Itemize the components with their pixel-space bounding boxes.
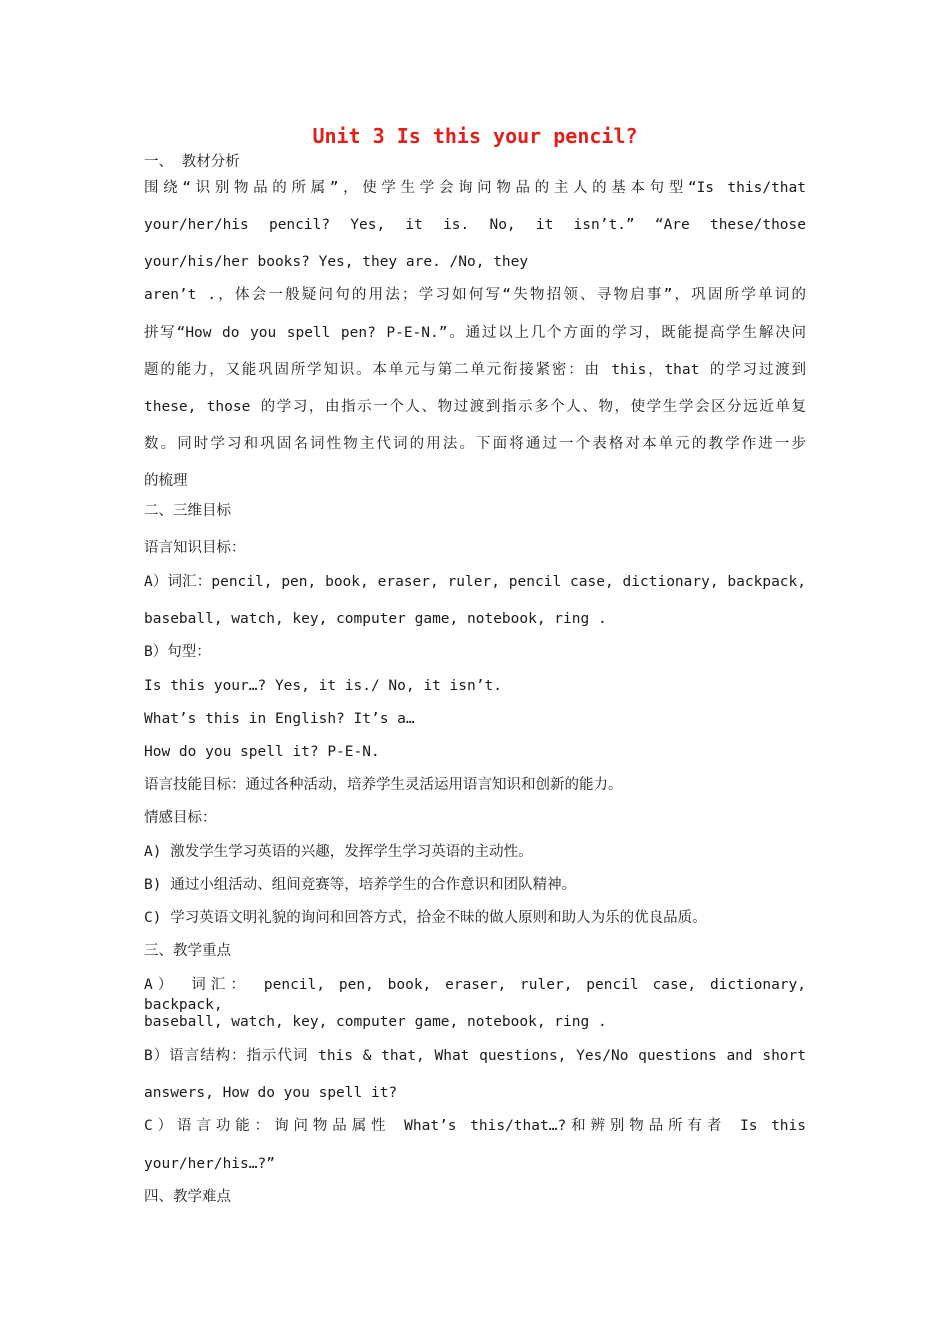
text-line-pattern-1: Is this your…? Yes, it is./ No, it isn’t. <box>144 678 502 694</box>
text-line-a-vocab-l1: A）词汇：pencil, pen, book, eraser, ruler, pencil case, dictionary, backpack, <box>144 574 806 590</box>
text-line-focus-a-l1: A） 词汇： pencil, pen, book, eraser, ruler, pencil case, dictionary, backpack, <box>144 977 806 1013</box>
text-line-a-vocab-l2: baseball, watch, key, computer game, notebook, ring . <box>144 611 607 627</box>
text-line-lang-knowledge: 语言知识目标： <box>144 540 246 556</box>
text-line-emotion-a: A) 激发学生学习英语的兴趣，发挥学生学习英语的主动性。 <box>144 844 533 860</box>
text-line-p1-l3: your/his/her books? Yes, they are. /No, they <box>144 254 529 270</box>
text-line-p1-l5: 拼写“How do you spell pen? P-E-N.”。通过以上几个方面的学习，既能提高学生解决问 <box>144 325 806 341</box>
text-line-p1-l7: these, those 的学习，由指示一个人、物过渡到指示多个人、物，使学生学会区分远近单复 <box>144 399 806 415</box>
text-line-sec4-heading: 四、教学难点 <box>144 1189 231 1205</box>
text-line-focus-b-l2: answers, How do you spell it? <box>144 1085 398 1101</box>
text-line-pattern-3: How do you spell it? P-E-N. <box>144 744 380 760</box>
text-line-p1-l1: 围绕“识别物品的所属”，使学生学会询问物品的主人的基本句型“Is this/that <box>144 180 806 196</box>
text-line-sec3-heading: 三、教学重点 <box>144 943 231 959</box>
text-line-lang-skill: 语言技能目标：通过各种活动，培养学生灵活运用语言知识和创新的能力。 <box>144 777 623 793</box>
text-line-pattern-2: What’s this in English? It’s a… <box>144 711 415 727</box>
text-line-focus-c-l1: C）语言功能：询问物品属性 What’s this/that…?和辨别物品所有者 Is this <box>144 1118 806 1134</box>
text-line-sec1-heading: 一、 教材分析 <box>144 154 240 170</box>
text-line-emotion-c: C) 学习英语文明礼貌的询问和回答方式，拾金不昧的做人原则和助人为乐的优良品质。 <box>144 910 707 926</box>
text-line-focus-a-l2: baseball, watch, key, computer game, notebook, ring . <box>144 1014 607 1030</box>
text-line-p1-l9: 的梳理 <box>144 473 188 489</box>
text-line-focus-c-l2: your/her/his…?” <box>144 1156 275 1172</box>
text-line-p1-l6: 题的能力，又能巩固所学知识。本单元与第二单元衔接紧密：由 this，that 的学习过渡到 <box>144 362 806 378</box>
document-title: Unit 3 Is this your pencil? <box>312 124 638 148</box>
text-line-p1-l2: your/her/his pencil? Yes, it is. No, it isn’t.” “Are these/those <box>144 217 806 233</box>
text-line-focus-b-l1: B）语言结构：指示代词 this & that, What questions, Yes/No questions and short <box>144 1048 806 1064</box>
text-line-emotion: 情感目标： <box>144 810 217 826</box>
text-line-emotion-b: B) 通过小组活动、组间竞赛等，培养学生的合作意识和团队精神。 <box>144 877 577 893</box>
text-line-p1-l4: aren’t .，体会一般疑问句的用法；学习如何写“失物招领、寻物启事”，巩固所学单词的 <box>144 287 806 303</box>
text-line-sec2-heading: 二、三维目标 <box>144 503 231 519</box>
text-line-p1-l8: 数。同时学习和巩固名词性物主代词的用法。下面将通过一个表格对本单元的教学作进一步 <box>144 436 806 452</box>
text-line-b-pattern: B）句型： <box>144 644 211 660</box>
